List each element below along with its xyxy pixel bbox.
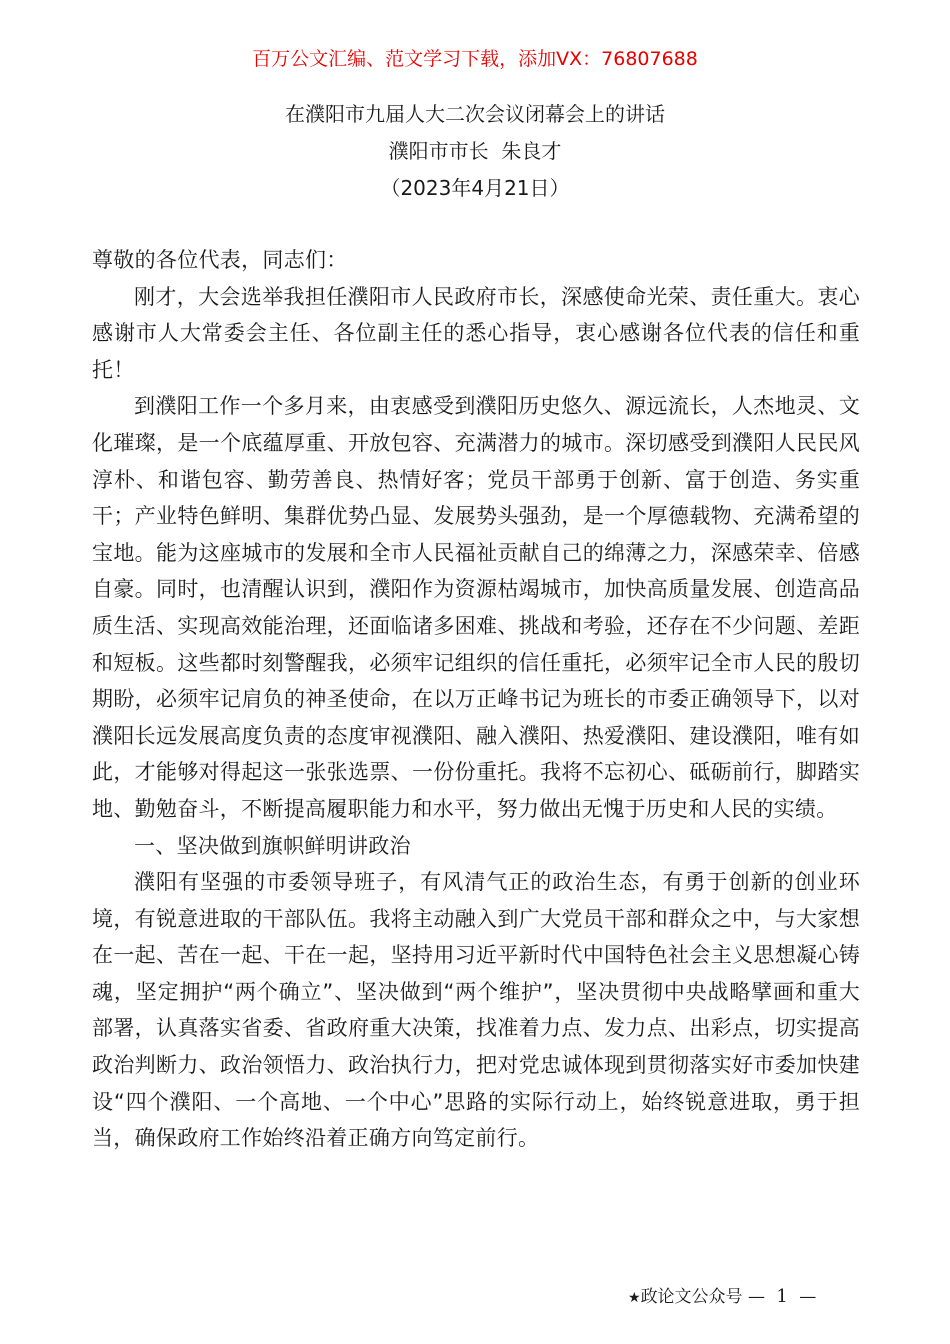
salutation: 尊敬的各位代表，同志们：	[92, 248, 348, 272]
section-heading-1: 一、坚决做到旗帜鲜明讲政治	[134, 833, 411, 858]
speech-title: 在濮阳市九届人大二次会议闭幕会上的讲话	[285, 102, 665, 126]
star-icon: ★	[628, 1290, 641, 1306]
speech-date: （2023年4月21日）	[380, 176, 570, 200]
footer-dash-left: —	[747, 1287, 765, 1307]
page-footer	[628, 1284, 868, 1311]
page-number: 1	[776, 1286, 788, 1307]
promo-banner: 百万公文汇编、范文学习下载，添加VX：76807688	[252, 48, 698, 70]
footer-dash-right: —	[799, 1287, 817, 1307]
paragraph-1: 刚才，大会选举我担任濮阳市人民政府市长，深感使命光荣、责任重大。衷心感谢市人大常委会主任、各位副主任的悉心指导，衷心感谢各位代表的信任和重托！	[92, 284, 860, 382]
title-block	[0, 96, 950, 207]
paragraph-2: 到濮阳工作一个多月来，由衷感受到濮阳历史悠久、源远流长，人杰地灵、文化璀璨，是一个底蕴厚重、开放包容、充满潜力的城市。深切感受到濮阳人民民风淳朴、和谐包容、勤劳善良、热情好客；党员干部勇于创新、富于创造、务实重干；产业特色鲜明、集群优势凸显、发展势头强劲，是一个厚德载物、充满希望的宝地。能为这座城市的发展和全市人民福祉贡献自己的绵薄之力，深感荣幸、倍感自豪。同时，也清醒认识到，濮阳作为资源枯竭城市，加快高质量发展、创造高品质生活、实现高效能治理，还面临诸多困难、挑战和考验，还存在不少问题、差距和短板。这些都时刻警醒我，必须牢记组织的信任重托，必须牢记全市人民的殷切期盼，必须牢记肩负的神圣使命，在以万正峰书记为班长的市委正确领导下，以对濮阳长远发展高度负责的态度审视濮阳、融入濮阳、热爱濮阳、建设濮阳，唯有如此，才能够对得起这一张张选票、一份份重托。我将不忘初心、砥砺前行，脚踏实地、勤勉奋斗，不断提高履职能力和水平，努力做出无愧于历史和人民的实绩。	[92, 394, 860, 821]
footer-source: 政论文公众号	[640, 1287, 743, 1307]
speaker-line: 濮阳市市长 朱良才	[388, 139, 562, 163]
paragraph-3: 濮阳有坚强的市委领导班子，有风清气正的政治生态，有勇于创新的创业环境，有锐意进取的干部队伍。我将主动融入到广大党员干部和群众之中，与大家想在一起、苦在一起、干在一起，坚持用习近平新时代中国特色社会主义思想凝心铸魂，坚定拥护“两个确立”、坚决做到“两个维护”，坚决贯彻中央战略擘画和重大部署，认真落实省委、省政府重大决策，找准着力点、发力点、出彩点，切实提高政治判断力、政治领悟力、政治执行力，把对党忠诚体现到贯彻落实好市委加快建设“四个濮阳、一个高地、一个中心”思路的实际行动上，始终锐意进取，勇于担当，确保政府工作始终沿着正确方向笃定前行。	[92, 870, 860, 1151]
speech-body	[92, 242, 860, 1157]
